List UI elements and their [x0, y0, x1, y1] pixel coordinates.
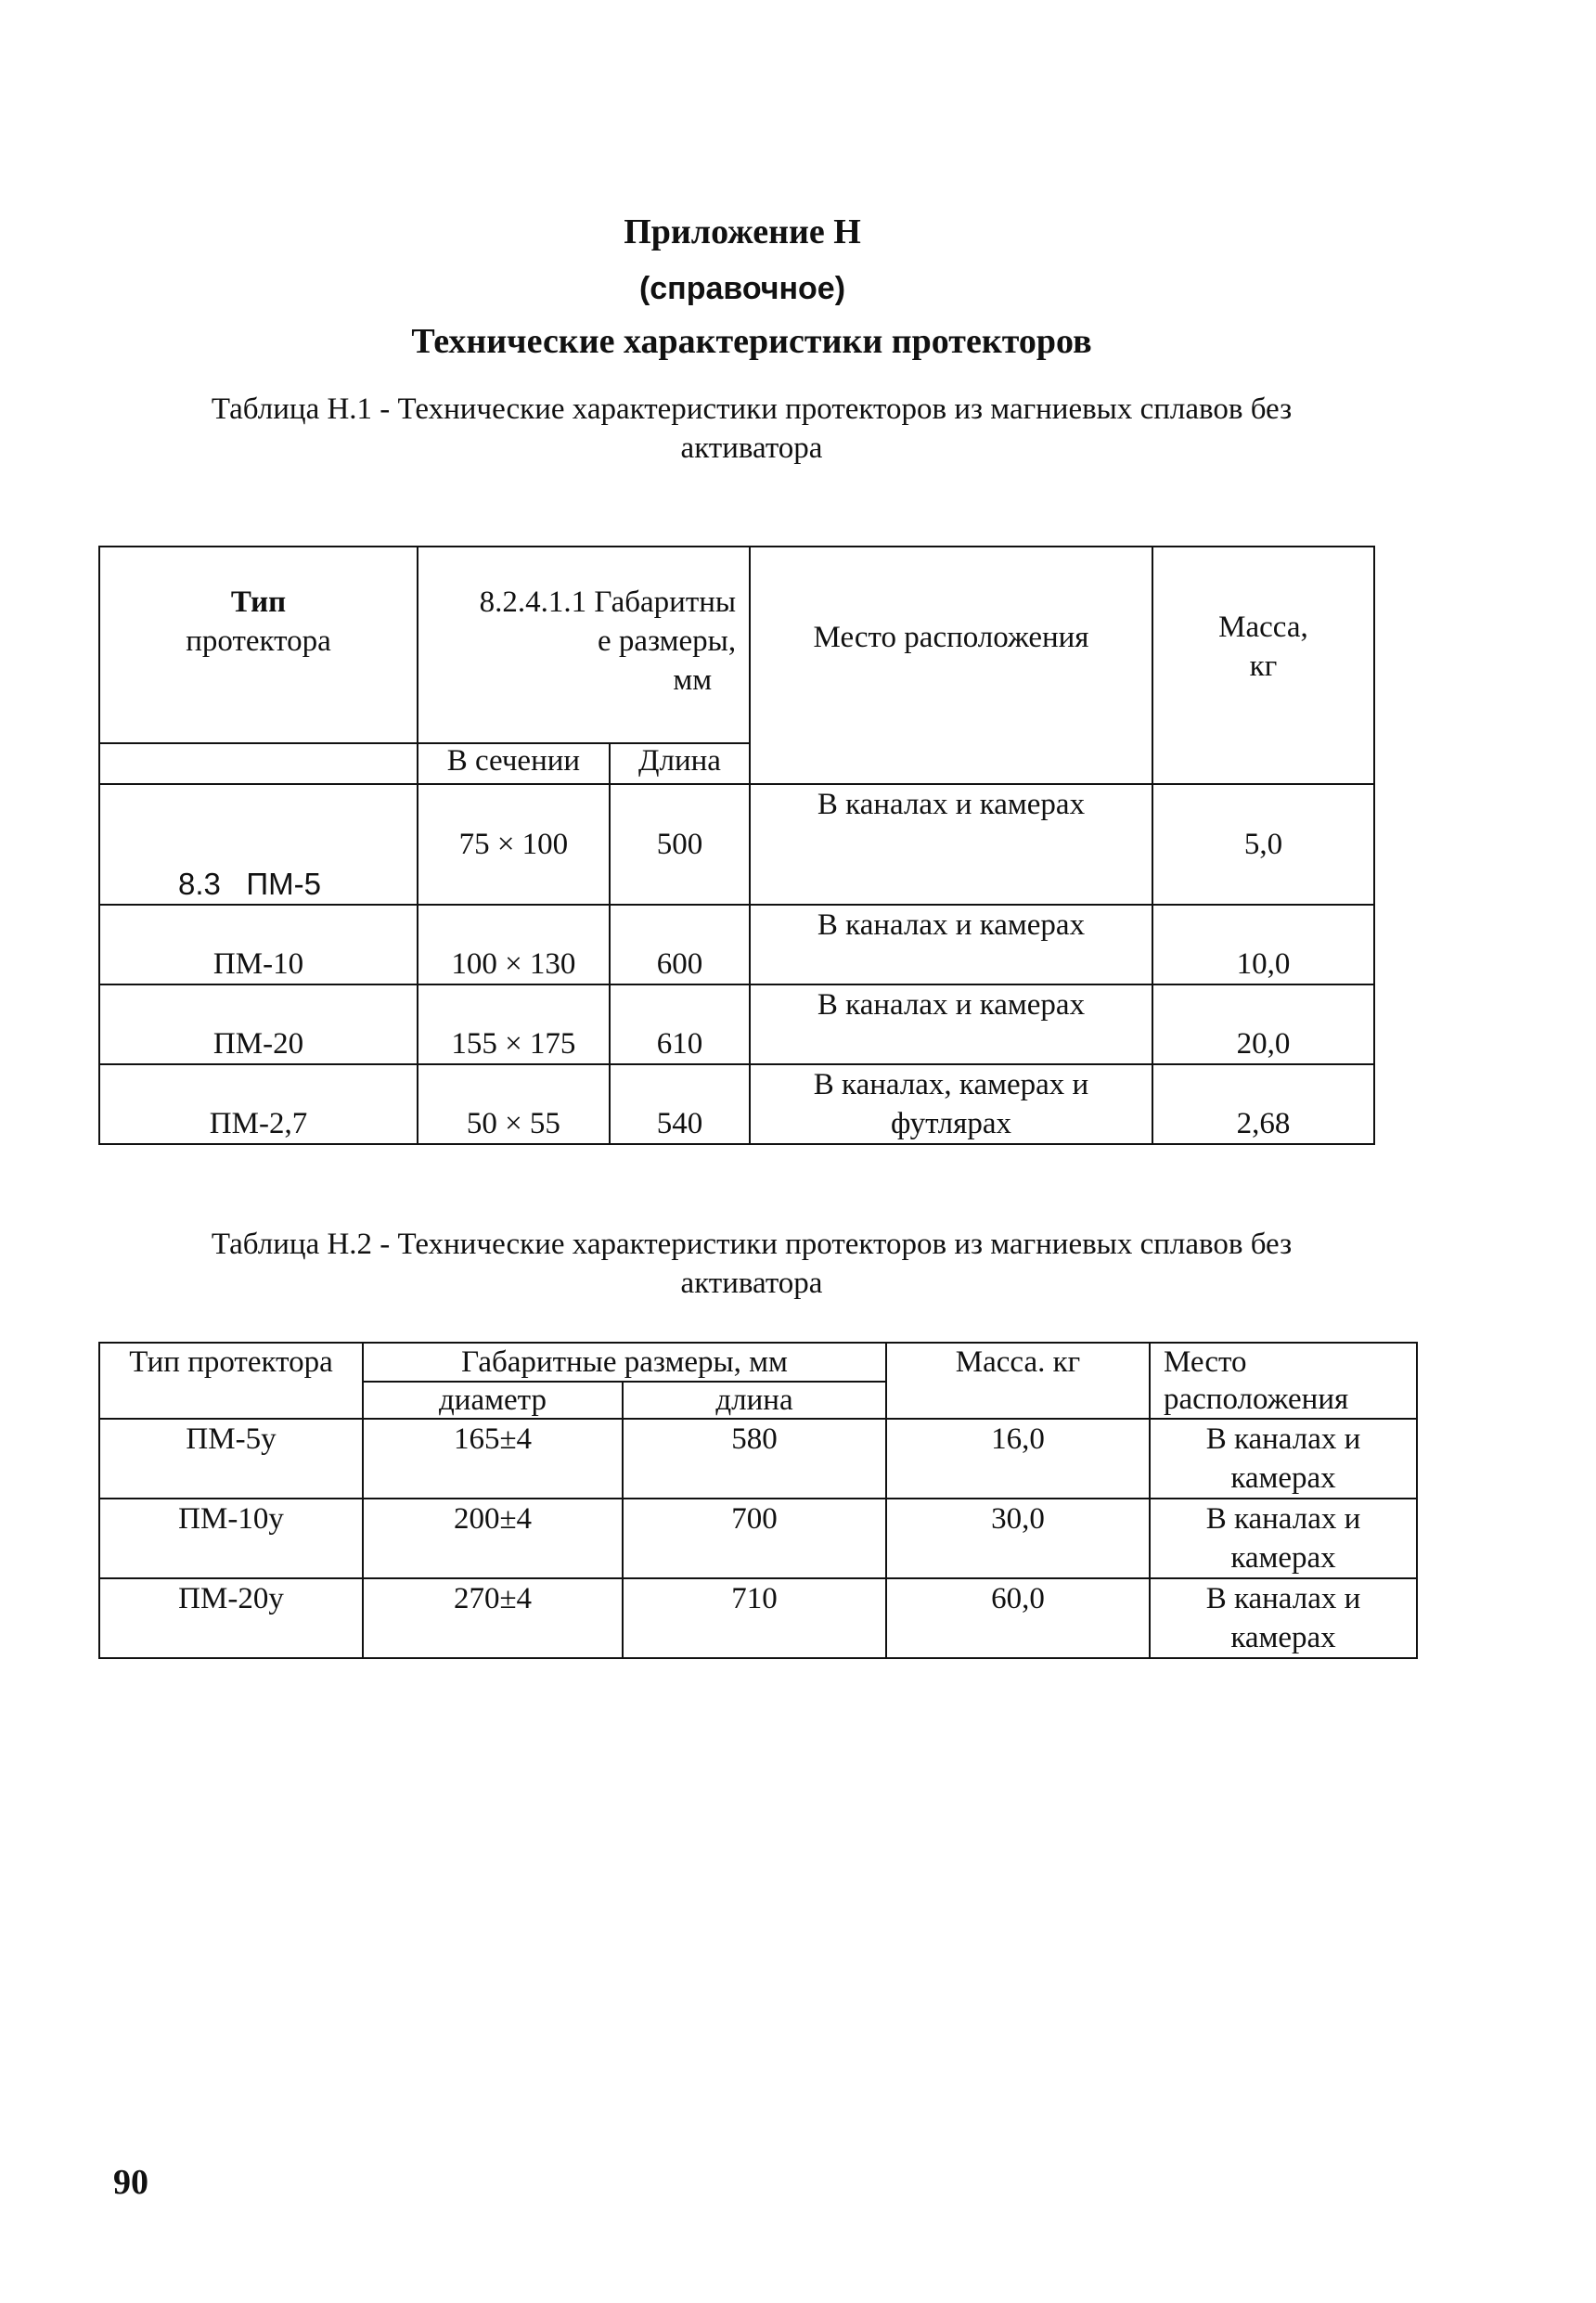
table2-header-row — [99, 1343, 1417, 1382]
table2-row3-place — [1150, 1578, 1417, 1658]
table-row — [99, 905, 1374, 984]
table2-header-place-line2: расположения — [1164, 1383, 1349, 1416]
table1-subheader-empty — [99, 743, 418, 784]
table-row — [99, 1499, 1417, 1578]
table2-header-place-line1: Место — [1164, 1345, 1247, 1379]
table-row — [99, 1064, 1374, 1144]
table1-caption-line2: активатора — [680, 431, 823, 465]
table2-row2-place — [1150, 1499, 1417, 1578]
table1-header-length: Длина — [610, 743, 750, 784]
table-row — [99, 1578, 1417, 1658]
table2-header-dims: Габаритные размеры, мм — [363, 1343, 886, 1382]
table2-row3-place-line2: камерах — [1230, 1621, 1336, 1654]
table1-row4-length: 540 — [610, 1064, 750, 1144]
table2-row1-diameter: 165±4 — [363, 1419, 623, 1499]
table2-caption-line1: Таблица Н.2 - Технические характеристики протекторов из магниевых сплавов без — [211, 1228, 1293, 1261]
table2-row1-place-line2: камерах — [1230, 1461, 1336, 1495]
table1-header-dims-line1: 8.2.4.1.1 Габаритны — [479, 585, 737, 619]
table2-header-place — [1150, 1343, 1417, 1419]
table2-header-diameter: диаметр — [363, 1382, 623, 1419]
table1-row1-length: 500 — [610, 784, 750, 905]
table2-row2-length: 700 — [623, 1499, 886, 1578]
table1-row2-place: В каналах и камерах — [750, 905, 1152, 984]
table1-row3-section: 155 × 175 — [418, 984, 610, 1064]
table2-row1-place — [1150, 1419, 1417, 1499]
table2-caption — [158, 1225, 1345, 1303]
table2-row1-type: ПМ-5у — [99, 1419, 363, 1499]
table2-row3-diameter: 270±4 — [363, 1578, 623, 1658]
table1 — [98, 546, 1375, 1145]
table1-row3-mass: 20,0 — [1152, 984, 1374, 1064]
table1-row1-mass: 5,0 — [1152, 784, 1374, 905]
page-title: Технические характеристики протекторов — [411, 322, 1092, 361]
table1-caption — [158, 390, 1345, 468]
table1-row3-type: ПМ-20 — [99, 984, 418, 1064]
table2-caption-line2: активатора — [680, 1267, 823, 1300]
table2-row1-place-line1: В каналах и — [1205, 1422, 1361, 1456]
table1-row2-length: 600 — [610, 905, 750, 984]
table1-caption-line1: Таблица Н.1 - Технические характеристики протекторов из магниевых сплавов без — [211, 392, 1293, 426]
table1-header-mass-line2: кг — [1249, 650, 1278, 683]
table2-row3-type: ПМ-20у — [99, 1578, 363, 1658]
appendix-subheading: (справочное) — [638, 271, 846, 306]
table1-row1-place: В каналах и камерах — [750, 784, 1152, 905]
table1-row4-section: 50 × 55 — [418, 1064, 610, 1144]
table1-header-section: В сечении — [418, 743, 610, 784]
table2-header-mass: Масса. кг — [886, 1343, 1150, 1419]
table1-row4-place-line1: В каналах, камерах и — [813, 1068, 1089, 1101]
table2 — [98, 1342, 1418, 1659]
table2-row2-place-line1: В каналах и — [1205, 1502, 1361, 1536]
table1-row4-mass: 2,68 — [1152, 1064, 1374, 1144]
table1-header-mass-line1: Масса, — [1218, 611, 1308, 644]
table2-row3-length: 710 — [623, 1578, 886, 1658]
table-row — [99, 784, 1374, 905]
table1-header-row — [99, 547, 1374, 743]
table2-row3-place-line1: В каналах и — [1205, 1582, 1361, 1615]
table1-row1-type: 8.3 ПМ-5 — [99, 784, 418, 905]
table1-row3-length: 610 — [610, 984, 750, 1064]
table2-row2-type: ПМ-10у — [99, 1499, 363, 1578]
table1-header-type — [99, 547, 418, 743]
table1-header-type-line2: протектора — [186, 624, 331, 658]
table-row — [99, 1419, 1417, 1499]
table1-header-place: Место расположения — [750, 547, 1152, 784]
page-number: 90 — [113, 2163, 148, 2202]
table1-row3-place: В каналах и камерах — [750, 984, 1152, 1064]
table1-header-type-line1: Тип — [230, 585, 287, 619]
appendix-heading: Приложение Н — [624, 212, 861, 251]
table2-row2-mass: 30,0 — [886, 1499, 1150, 1578]
table1-row4-type: ПМ-2,7 — [99, 1064, 418, 1144]
table2-row3-mass: 60,0 — [886, 1578, 1150, 1658]
table2-header-length: длина — [623, 1382, 886, 1419]
table-row — [99, 984, 1374, 1064]
table2-header-type: Тип протектора — [99, 1343, 363, 1419]
table1-header-mass — [1152, 547, 1374, 784]
table1-row2-mass: 10,0 — [1152, 905, 1374, 984]
table2-row1-length: 580 — [623, 1419, 886, 1499]
table2-row2-place-line2: камерах — [1230, 1541, 1336, 1575]
table2-row2-diameter: 200±4 — [363, 1499, 623, 1578]
table1-header-dims — [418, 547, 750, 743]
table1-header-dims-line2: е размеры, — [598, 624, 737, 658]
table1-row4-place — [750, 1064, 1152, 1144]
table2-row1-mass: 16,0 — [886, 1419, 1150, 1499]
table1-row4-place-line2: футлярах — [891, 1107, 1011, 1140]
table1-row2-section: 100 × 130 — [418, 905, 610, 984]
table1-row1-section: 75 × 100 — [418, 784, 610, 905]
table1-header-dims-line3: мм — [673, 663, 713, 697]
table1-row2-type: ПМ-10 — [99, 905, 418, 984]
